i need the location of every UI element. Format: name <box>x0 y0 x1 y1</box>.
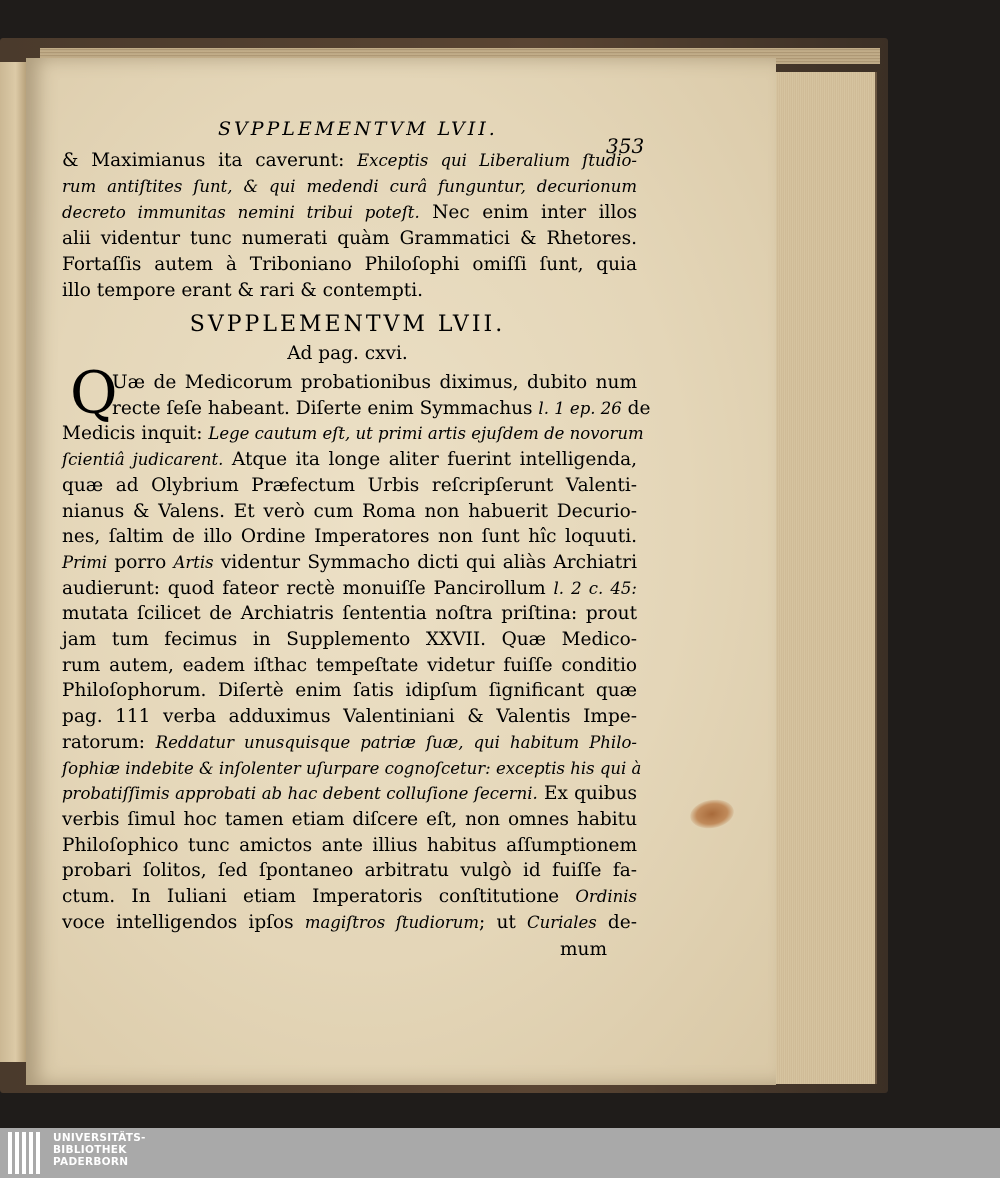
roman-text: Fortaſſis autem à Triboniano Philoſophi omiſſi ſunt, quia <box>62 254 637 275</box>
italic-text: Primi <box>62 552 108 572</box>
italic-text: probatiſſimis approbati ab hac debent colluſione ſecerni. <box>62 784 538 804</box>
drop-capital: Q <box>70 359 118 427</box>
text-line <box>62 552 637 574</box>
text-line <box>62 706 637 728</box>
text-line <box>62 886 637 908</box>
library-logo-text <box>53 1132 146 1168</box>
left-page-edge <box>0 62 26 1062</box>
library-logo-icon <box>8 1132 46 1174</box>
page-edges-side <box>770 72 877 1084</box>
italic-text: Curiales <box>526 912 597 932</box>
roman-text: Philoſophorum. Diſertè enim ſatis idipſum ſignificant quæ <box>62 680 637 702</box>
italic-text: Exceptis qui Liberalium ſtudio- <box>357 151 637 170</box>
roman-text: verbis ſimul hoc tamen etiam diſcere eſt, non omnes habitu <box>62 808 637 830</box>
roman-text: recte ſeſe habeant. Diſerte enim Symmachus <box>112 397 539 419</box>
text-line <box>62 629 637 651</box>
italic-text: Lege cautum eſt, ut primi artis ejuſdem de novorum <box>208 424 644 444</box>
roman-text: illo tempore erant & rari & contempti. <box>62 280 424 301</box>
logo-line-3: PADERBORN <box>53 1156 129 1168</box>
italic-text: decreto immunitas nemini tribui poteſt. <box>62 203 420 222</box>
roman-text: & Maximianus ita caverunt: <box>62 150 358 171</box>
text-line <box>62 783 637 805</box>
text-line <box>62 202 637 224</box>
italic-text: Reddatur unusquisque patriæ ſuæ, qui habitum Philo- <box>155 732 637 752</box>
text-line <box>62 835 637 857</box>
library-footer-bar <box>0 1128 1000 1178</box>
text-line <box>62 254 637 276</box>
italic-text: ſcientiâ judicarent. <box>62 450 224 470</box>
text-line <box>62 758 642 780</box>
roman-text: videntur Symmacho dicti qui aliàs Archiatri <box>213 551 638 573</box>
roman-text: de- <box>596 911 637 933</box>
roman-text: audierunt: quod fateor rectè monuiſſe Pancirollum <box>62 577 554 599</box>
text-line <box>62 475 637 497</box>
text-line <box>112 372 637 394</box>
text-line <box>62 280 637 302</box>
roman-text: Philoſophico tunc amictos ante illius habitus aſſumptionem <box>62 834 637 856</box>
text-line <box>62 228 637 250</box>
text-line <box>62 860 637 882</box>
section-subheading: Ad pag. cxvi. <box>287 343 408 364</box>
text-line <box>62 449 637 471</box>
italic-text: Artis <box>173 552 214 572</box>
text-line <box>62 176 637 198</box>
roman-text: nes, ſaltim de illo Ordine Imperatores non ſunt hîc loquuti. <box>62 526 637 548</box>
roman-text: jam tum fecimus in Supplemento XXVII. Quæ Medico- <box>62 629 637 650</box>
text-line <box>62 603 637 625</box>
roman-text: ctum. In Iuliani etiam Imperatoris conſtitutione <box>62 886 576 907</box>
roman-text: probari ſolitos, ſed ſpontaneo arbitratu vulgò id fuiſſe fa- <box>62 860 637 882</box>
logo-line-2: BIBLIOTHEK <box>53 1144 127 1156</box>
text-line <box>62 809 637 831</box>
roman-text: nianus & Valens. Et verò cum Roma non habuerit Decurio- <box>62 500 637 522</box>
text-line <box>62 732 637 754</box>
roman-text: voce intelligendos ipſos <box>62 911 305 933</box>
roman-text: Atque ita longe aliter fuerint intelligenda, <box>223 449 637 471</box>
roman-text: Medicis inquit: <box>62 423 209 445</box>
text-line <box>62 578 637 600</box>
roman-text: alii videntur tunc numerati quàm Grammatici & Rhetores. <box>62 228 637 249</box>
roman-text: quæ ad Olybrium Præfectum Urbis reſcripſerunt Valenti- <box>62 474 637 496</box>
catchword: mum <box>560 939 607 960</box>
text-line <box>62 526 637 548</box>
text-line <box>62 501 637 523</box>
text-line <box>62 150 637 172</box>
italic-text: l. 1 ep. 26 <box>538 398 622 418</box>
roman-text: Nec enim inter illos <box>419 202 637 223</box>
roman-text: mutata ſcilicet de Archiatris ſententia noſtra priſtina: prout <box>62 603 637 625</box>
italic-text: rum antiſtites ſunt, & qui medendi curâ funguntur, decurionum <box>62 177 637 196</box>
roman-text: de <box>621 397 651 419</box>
italic-text: l. 2 c. 45: <box>553 578 637 598</box>
italic-text: Ordinis <box>575 887 637 906</box>
text-line <box>62 423 644 445</box>
roman-text: porro <box>107 551 174 573</box>
text-line <box>62 912 637 934</box>
logo-line-1: UNIVERSITÄTS- <box>53 1132 146 1144</box>
text-line <box>62 680 637 702</box>
page-number: 353 <box>606 134 645 158</box>
roman-text: rum autem, eadem iſthac tempeſtate videtur fuiſſe conditio <box>62 654 637 676</box>
roman-text: Ex quibus <box>537 783 637 805</box>
roman-text: Uæ de Medicorum probationibus diximus, dubito num <box>112 372 637 393</box>
roman-text: ratorum: <box>62 731 156 753</box>
roman-text: ; ut <box>479 911 527 933</box>
italic-text: magiſtros ſtudiorum <box>304 912 480 932</box>
italic-text: ſophiæ indebite & inſolenter uſurpare cognoſcetur: exceptis his qui à <box>62 758 642 778</box>
roman-text: pag. 111 verba adduximus Valentiniani & Valentis Impe- <box>62 706 637 728</box>
section-heading: SVPPLEMENTVM LVII. <box>189 312 506 337</box>
text-line <box>112 397 651 420</box>
text-line <box>62 655 637 677</box>
running-head: SVPPLEMENTVM LVII. <box>218 118 498 140</box>
